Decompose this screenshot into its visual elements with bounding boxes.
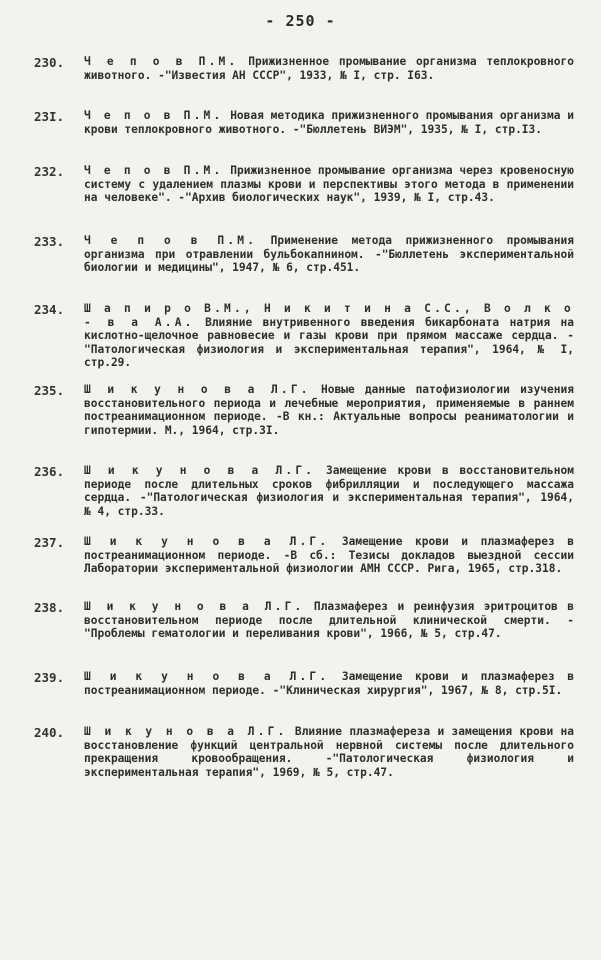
entry-number: 233. bbox=[34, 234, 65, 249]
entry-number: 235. bbox=[34, 383, 65, 398]
entry-text: Плазмаферез и реинфузия эритроцитов в восстановительном периоде после длительной клинической смерти. -"Проблемы гематологии и переливания крови", 1966, № 5, стр.47. bbox=[84, 600, 574, 640]
entry-body bbox=[84, 670, 574, 697]
entry-author: Ч е п о в П.М. bbox=[84, 55, 239, 68]
entry-author: Ш и к у н о в а Л.Г. bbox=[84, 535, 330, 548]
entry-number: 239. bbox=[34, 670, 65, 685]
entry-number: 236. bbox=[34, 464, 65, 479]
bibliography-entry bbox=[34, 600, 574, 641]
entry-body bbox=[84, 234, 574, 275]
entry-author: Ш и к у н о в а Л.Г. bbox=[84, 670, 330, 683]
bibliography-entry bbox=[34, 464, 574, 518]
entry-number: 238. bbox=[34, 600, 65, 615]
entry-body bbox=[84, 383, 574, 437]
entry-text: Новые данные патофизиологии изучения восстановительного периода и лечебные мероприятия, применяемые в раннем постреанимационном периоде. -В кн.: Актуальные вопросы реаниматологии и гипотермии. М., 1964, стр.3I. bbox=[84, 383, 574, 437]
entry-author: Ч е п о в П.М. bbox=[84, 234, 258, 247]
bibliography-entry bbox=[34, 234, 574, 275]
entry-text: Применение метода прижизненного промывания организма при отравлении бульбокапнином. -"Бюллетень экспериментальной биологии и медицины", 1947, № 6, стр.451. bbox=[84, 234, 574, 274]
bibliography-entry bbox=[34, 109, 574, 136]
entry-number: 237. bbox=[34, 535, 65, 550]
entry-text: Новая методика прижизненного промывания организма и крови теплокровного животного. -"Бюллетень ВИЭМ", 1935, № I, стр.I3. bbox=[84, 109, 574, 136]
entry-author: Ч е п о в П.М. bbox=[84, 164, 224, 177]
entry-body bbox=[84, 164, 574, 205]
bibliography-entry bbox=[34, 535, 574, 576]
entry-body bbox=[84, 55, 574, 82]
entry-text: Прижизненное промывание организма через кровеносную систему с удалением плазмы крови и перспективы этого метода в применении на человеке". -"Архив биологических наук", 1939, № I, стр.43. bbox=[84, 164, 574, 204]
entry-body bbox=[84, 725, 574, 779]
entry-number: 23I. bbox=[34, 109, 65, 124]
entry-author: Ш и к у н о в а Л.Г. bbox=[84, 725, 288, 738]
page-number: - 250 - bbox=[265, 12, 336, 30]
bibliography-entry bbox=[34, 55, 574, 82]
entry-author: Ч е п о в П.М. bbox=[84, 109, 224, 122]
entry-number: 240. bbox=[34, 725, 65, 740]
entry-author: Ш и к у н о в а Л.Г. bbox=[84, 383, 311, 396]
entry-body bbox=[84, 464, 574, 518]
bibliography-entry bbox=[34, 302, 574, 370]
entry-body bbox=[84, 535, 574, 576]
entry-body bbox=[84, 600, 574, 641]
entry-text: Замещение крови и плазмаферез в постреанимационном периоде. -"Клиническая хирургия", 1967, № 8, стр.5I. bbox=[84, 670, 574, 697]
bibliography-entry bbox=[34, 725, 574, 779]
entry-text: Влияние внутривенного введения бикарбоната натрия на кислотно-щелочное равновесие и газы крови при прямом массаже сердца. -"Патологическая физиология и экспериментальная терапия", 1964, № I, стр.29. bbox=[84, 315, 574, 369]
entry-body bbox=[84, 302, 574, 370]
entry-text: Замещение крови в восстановительном периоде после длительных сроков фибрилляции и последующего массажа сердца. -"Патологическая физиология и экспериментальная терапия", 1964, № 4, стр.33. bbox=[84, 464, 574, 518]
entry-text: Прижизненное промывание организма теплокровного животного. -"Известия АН СССР", 1933, № I, стр. I63. bbox=[84, 55, 574, 82]
entry-number: 234. bbox=[34, 302, 65, 317]
entry-text: Замещение крови и плазмаферез в постреанимационном периоде. -В сб.: Тезисы докладов выездной сессии Лаборатории экспериментальной физиологии АМН СССР. Рига, 1965, стр.318. bbox=[84, 535, 574, 575]
entry-author: Ш и к у н о в а Л.Г. bbox=[84, 600, 305, 613]
bibliography-entry bbox=[34, 383, 574, 437]
entry-number: 230. bbox=[34, 55, 65, 70]
entry-author: Ш и к у н о в а Л.Г. bbox=[84, 464, 316, 477]
entry-author: Ш а п и р о В.М., Н и к и т и н а С.С., В о л к о - в а А.А. bbox=[84, 302, 574, 329]
entry-text: Влияние плазмафереза и замещения крови на восстановление функций центральной нервной системы после длительного прекращения кровообращения. -"Патологическая физиология и экспериментальная терапия", 1969, № 5, стр.47. bbox=[84, 725, 574, 779]
bibliography-entry bbox=[34, 164, 574, 205]
entry-number: 232. bbox=[34, 164, 65, 179]
bibliography-entry bbox=[34, 670, 574, 697]
entry-body bbox=[84, 109, 574, 136]
